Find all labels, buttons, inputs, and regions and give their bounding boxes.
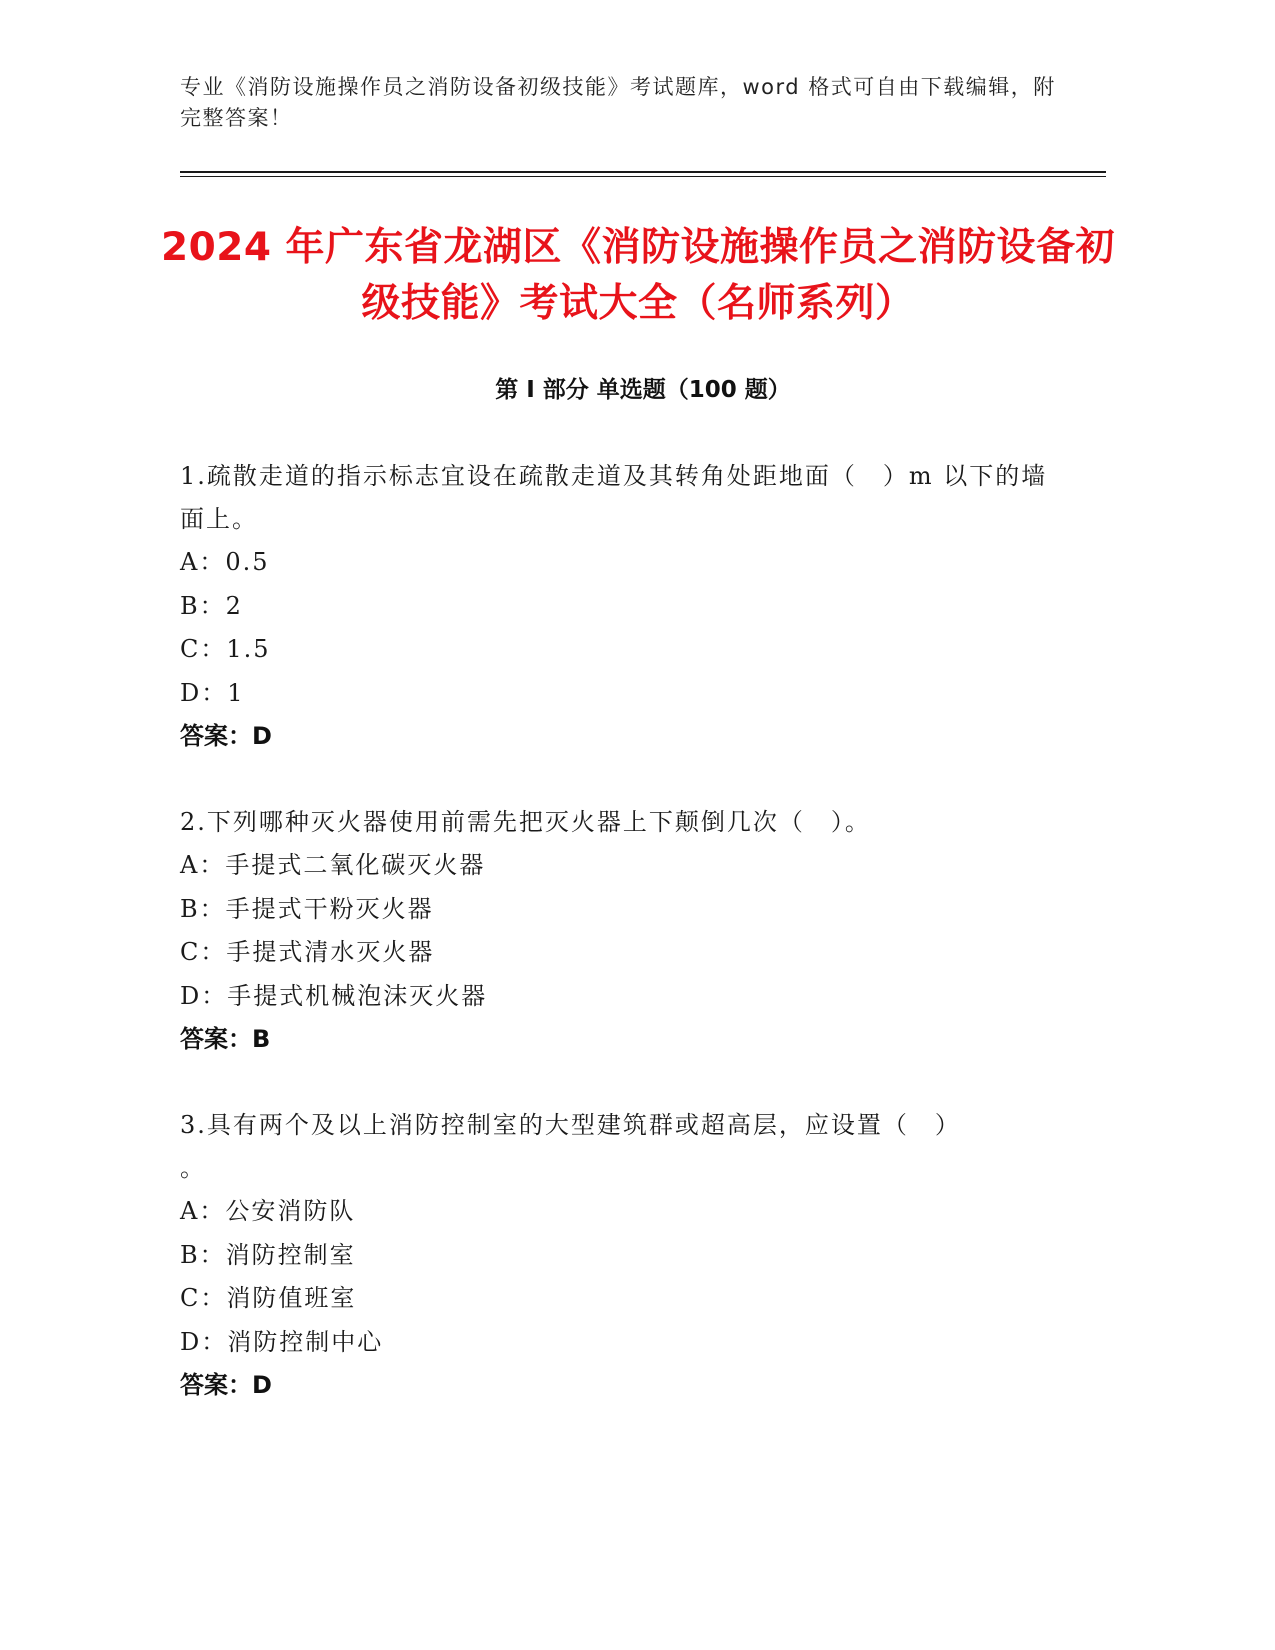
- option-b: B：手提式干粉灭火器: [180, 894, 434, 923]
- question-list: [180, 455, 1060, 1450]
- header-note: 专业《消防设施操作员之消防设备初级技能》考试题库，word 格式可自由下载编辑，附完整答案！: [180, 75, 1056, 130]
- option-b: B：消防控制室: [180, 1240, 356, 1269]
- option-a: A：公安消防队: [180, 1197, 356, 1225]
- question-3: [180, 1104, 1060, 1407]
- option-c: C：消防值班室: [180, 1284, 357, 1312]
- header-divider-thin: [180, 176, 1106, 177]
- answer: 答案：D: [180, 722, 272, 750]
- option-d: D：1: [180, 678, 245, 707]
- section-title: 第 I 部分 单选题（100 题）: [495, 377, 791, 403]
- option-d: D：手提式机械泡沫灭火器: [180, 981, 488, 1010]
- option-a: A：0.5: [180, 548, 270, 576]
- question-2: [180, 801, 1060, 1061]
- question-text: 2.下列哪种灭火器使用前需先把灭火器上下颠倒几次（ ）。: [180, 808, 871, 836]
- header-divider-thick: [180, 171, 1106, 173]
- question-1: [180, 455, 1060, 758]
- answer: 答案：D: [180, 1371, 272, 1399]
- option-c: C：手提式清水灭火器: [180, 938, 435, 966]
- option-d: D：消防控制中心: [180, 1327, 384, 1356]
- answer: 答案：B: [180, 1025, 271, 1053]
- option-c: C：1.5: [180, 635, 271, 663]
- option-a: A：手提式二氧化碳灭火器: [180, 851, 486, 879]
- question-text: 3.具有两个及以上消防控制室的大型建筑群或超高层，应设置（ ） 。: [180, 1111, 961, 1182]
- question-text: 1.疏散走道的指示标志宜设在疏散走道及其转角处距地面（ ）m 以下的墙面上。: [180, 462, 1048, 533]
- document-title: 2024 年广东省龙湖区《消防设施操作员之消防设备初级技能》考试大全（名师系列）: [160, 225, 1116, 326]
- option-b: B：2: [180, 591, 243, 620]
